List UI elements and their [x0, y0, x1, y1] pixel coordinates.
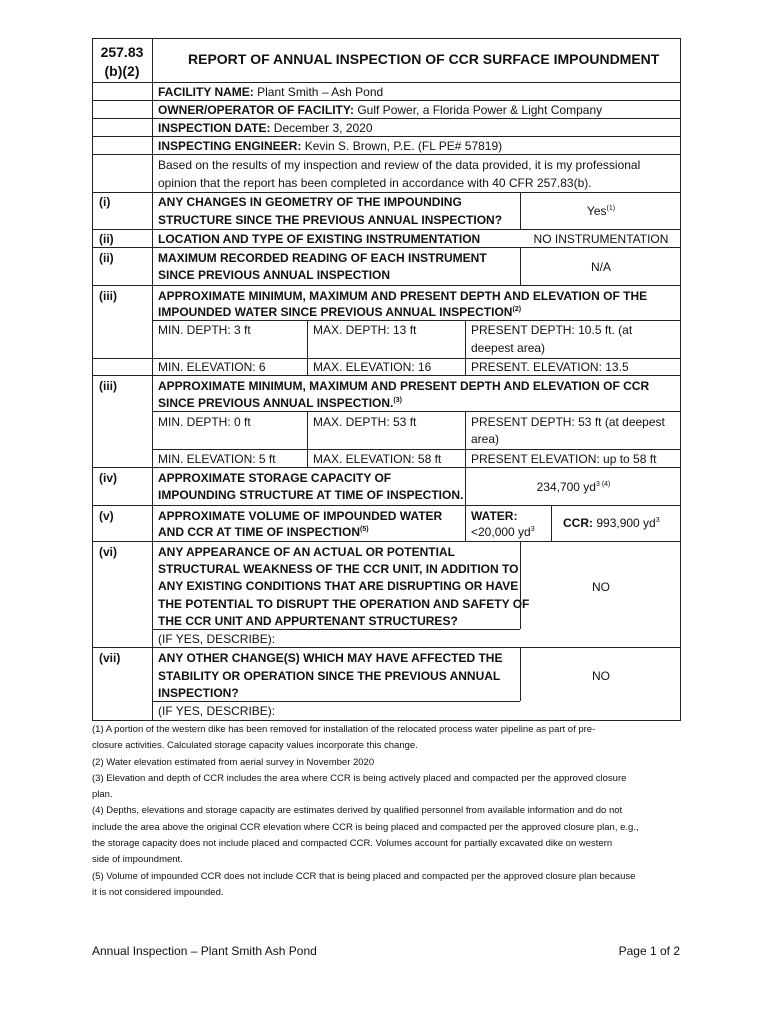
present-depth-cont: area): [471, 432, 500, 446]
footer-title: Annual Inspection – Plant Smith Ash Pond: [92, 944, 317, 958]
row-number: (v): [99, 509, 114, 523]
footnote-line: closure activities. Calculated storage capacity values incorporate this change.: [92, 740, 418, 752]
question-text: AND CCR AT TIME OF INSPECTION$^{(5)}$: [158, 525, 369, 539]
certification-statement-1: Based on the results of my inspection and review of the data provided, it is my professional: [158, 158, 641, 172]
water-label: WATER:: [471, 509, 518, 523]
question-text: ANY APPEARANCE OF AN ACTUAL OR POTENTIAL: [158, 545, 455, 559]
facility-name-row: FACILITY NAME: Plant Smith – Ash Pond: [158, 85, 384, 99]
question-text: IMPOUNDED WATER SINCE PREVIOUS ANNUAL INSPECTION$^{(2)}$: [158, 305, 522, 319]
answer-text: N/A: [590, 260, 611, 274]
footnote-line: (2) Water elevation estimated from aerial survey in November 2020: [92, 756, 375, 768]
min-depth: MIN. DEPTH: 3 ft: [158, 323, 251, 337]
row-number: (vii): [99, 651, 121, 665]
max-elevation: MAX. ELEVATION: 58 ft: [313, 452, 442, 466]
row-number: (vi): [99, 545, 117, 559]
page-number: Page 1 of 2: [618, 944, 680, 958]
row-number: (i): [99, 195, 111, 209]
min-elevation: MIN. ELEVATION: 5 ft: [158, 452, 276, 466]
question-text: ANY CHANGES IN GEOMETRY OF THE IMPOUNDING: [158, 195, 462, 209]
section-subnumber: (b)(2): [104, 63, 140, 79]
footnote-line: (1) A portion of the western dike has been removed for installation of the relocated process water pipeline as part of pre-: [92, 724, 596, 735]
question-text: INSPECTION?: [158, 686, 239, 700]
answer-text: Yes$^{(1)}$: [586, 204, 616, 218]
answer-text: 234,700 $yd^{3 (4)}$: [536, 480, 611, 494]
answer-text: NO INSTRUMENTATION: [533, 232, 669, 246]
row-number: (iv): [99, 471, 117, 485]
owner-row: OWNER/OPERATOR OF FACILITY: Gulf Power, a Florida Power & Light Company: [158, 103, 603, 117]
footnote-line: include the area above the original CCR elevation where CCR is being placed and compacted per the approved closure plan, e.g.,: [92, 821, 639, 833]
describe-prompt: (IF YES, DESCRIBE):: [158, 704, 276, 718]
section-number: 257.83: [100, 44, 144, 60]
certification-statement-2: opinion that the report has been completed in accordance with 40 CFR 257.83(b).: [158, 176, 592, 190]
inspection-date-row: INSPECTION DATE: December 3, 2020: [158, 121, 373, 135]
question-text: SINCE PREVIOUS ANNUAL INSPECTION: [158, 268, 391, 282]
page-title: REPORT OF ANNUAL INSPECTION OF CCR SURFACE IMPOUNDMENT: [188, 51, 660, 67]
question-text: STRUCTURAL WEAKNESS OF THE CCR UNIT, IN ADDITION TO: [158, 562, 519, 576]
answer-text: NO: [592, 580, 610, 594]
water-volume: <20,000 $yd^3$: [471, 525, 535, 539]
row-number: (iii): [99, 379, 117, 393]
question-text: APPROXIMATE VOLUME OF IMPOUNDED WATER: [158, 509, 443, 523]
inspecting-engineer-row: INSPECTING ENGINEER: Kevin S. Brown, P.E. (FL PE# 57819): [158, 139, 503, 153]
present-depth-cont: deepest area): [471, 341, 546, 355]
present-elevation: PRESENT. ELEVATION: 13.5: [471, 360, 629, 374]
max-depth: MAX. DEPTH: 53 ft: [313, 415, 417, 429]
question-text: THE POTENTIAL TO DISRUPT THE OPERATION AND SAFETY OF: [158, 597, 530, 611]
max-elevation: MAX. ELEVATION: 16: [313, 360, 432, 374]
ccr-volume: CCR: 993,900 $yd^3$: [563, 516, 660, 530]
footnote-line: it is not considered impounded.: [92, 886, 224, 898]
question-text: THE CCR UNIT AND APPURTENANT STRUCTURES?: [158, 614, 458, 628]
describe-prompt: (IF YES, DESCRIBE):: [158, 632, 276, 646]
question-text: ANY EXISTING CONDITIONS THAT ARE DISRUPTING OR HAVE: [158, 579, 519, 593]
footnote-line: plan.: [92, 789, 113, 801]
min-elevation: MIN. ELEVATION: 6: [158, 360, 266, 374]
present-depth: PRESENT DEPTH: 53 ft (at deepest: [471, 415, 665, 429]
answer-text: NO: [592, 669, 610, 683]
row-number: (ii): [99, 251, 114, 265]
question-text: IMPOUNDING STRUCTURE AT TIME OF INSPECTION.: [158, 488, 464, 502]
question-text: STABILITY OR OPERATION SINCE THE PREVIOUS ANNUAL: [158, 669, 501, 683]
footnotes: [92, 722, 692, 901]
question-text: APPROXIMATE MINIMUM, MAXIMUM AND PRESENT DEPTH AND ELEVATION OF CCR: [158, 379, 650, 393]
present-elevation: PRESENT ELEVATION: up to 58 ft: [471, 452, 657, 466]
question-text: LOCATION AND TYPE OF EXISTING INSTRUMENTATION: [158, 232, 481, 246]
max-depth: MAX. DEPTH: 13 ft: [313, 323, 417, 337]
footnote-line: side of impoundment.: [92, 854, 183, 866]
footnote-line: (5) Volume of impounded CCR does not include CCR that is being placed and compacted per the approved closure plan because: [92, 870, 636, 882]
present-depth: PRESENT DEPTH: 10.5 ft. (at: [471, 323, 633, 337]
row-number: (iii): [99, 289, 117, 303]
footnote-line: the storage capacity does not include placed and compacted CCR. Volumes account for partially excavated dike on western: [92, 838, 613, 850]
question-text: STRUCTURE SINCE THE PREVIOUS ANNUAL INSPECTION?: [158, 213, 503, 227]
question-text: APPROXIMATE MINIMUM, MAXIMUM AND PRESENT DEPTH AND ELEVATION OF THE: [158, 289, 648, 303]
question-text: APPROXIMATE STORAGE CAPACITY OF: [158, 471, 392, 485]
row-number: (ii): [99, 232, 114, 246]
footnote-line: (3) Elevation and depth of CCR includes the area where CCR is being actively placed and compacted per the approved closure: [92, 772, 627, 784]
question-text: MAXIMUM RECORDED READING OF EACH INSTRUMENT: [158, 251, 487, 265]
min-depth: MIN. DEPTH: 0 ft: [158, 415, 251, 429]
question-text: ANY OTHER CHANGE(S) WHICH MAY HAVE AFFECTED THE: [158, 651, 503, 665]
footnote-line: (4) Depths, elevations and storage capacity are estimates derived by qualified personnel from available information and do not: [92, 805, 623, 817]
question-text: SINCE PREVIOUS ANNUAL INSPECTION.$^{(3)}$: [158, 396, 402, 410]
